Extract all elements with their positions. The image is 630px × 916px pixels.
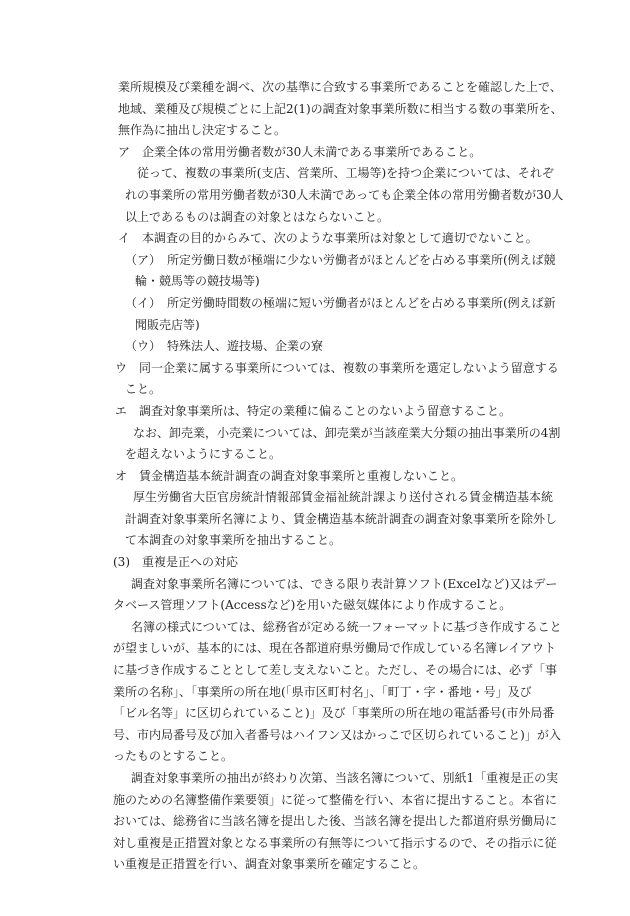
text-line: 施のための名簿整備作業要領」に従って整備を行い、本省に提出すること。本省に xyxy=(113,792,558,807)
text-line: れの事業所の常用労働者数が30人未満であっても企業全体の常用労働者数が30人 xyxy=(125,187,564,202)
text-line: ったものとすること。 xyxy=(113,749,234,764)
text-line: 号、市内局番号及び加入者番号はハイフン又はかっこで区切られていること)」が入 xyxy=(113,727,561,742)
text-line: こと。 xyxy=(125,382,162,397)
item-u-heading: ウ 同一企業に属する事業所については、複数の事業所を選定しないよう留意する xyxy=(115,360,559,375)
text-line: 輪・競馬等の競技場等) xyxy=(135,274,260,289)
item-a-heading: ア 企業全体の常用労働者数が30人未満である事業所であること。 xyxy=(118,144,482,159)
text-line: い重複是正措置を行い、調査対象事業所を確定すること。 xyxy=(113,857,426,872)
text-line: に基づき作成することとして差し支えないこと。ただし、その場合には、必ず「事 xyxy=(113,663,558,678)
text-line: おいては、総務省に当該名簿を提出した後、当該名簿を提出した都道府県労働局に xyxy=(113,814,558,829)
text-line: て本調査の対象事業所を抽出すること。 xyxy=(125,533,342,548)
text-line: を超えないようにすること。 xyxy=(125,447,282,462)
subitem-a: （ア） 所定労働日数が極端に少ない労働者がほとんどを占める事業所(例えば競 xyxy=(125,252,556,267)
text-line: 以上であるものは調査の対象とはならないこと。 xyxy=(125,209,390,224)
subitem-u: （ウ） 特殊法人、遊技場、企業の寮 xyxy=(125,339,324,354)
text-line: なお、卸売業，小売業については、卸売業が当該産業大分類の抽出事業所の4割 xyxy=(133,425,561,440)
text-line: 調査対象事業所名簿については、できる限り表計算ソフト(Excelなど)又はデー xyxy=(131,576,558,591)
document-page xyxy=(0,77,630,876)
text-line: 厚生労働省大臣官房統計情報部賃金福祉統計課より送付される賃金構造基本統 xyxy=(133,490,554,505)
text-line: 「ビル名等」に区切られていること)」及び「事業所の所在地の電話番号(市外局番 xyxy=(113,706,555,721)
text-line: 調査対象事業所の抽出が終わり次第、当該名簿について、別紙1「重複是正の実 xyxy=(131,771,559,785)
text-line: 無作為に抽出し決定すること。 xyxy=(118,123,287,138)
text-line: 地域、業種及び規模ごとに上記2(1)の調査対象事業所数に相当する数の事業所を、 xyxy=(118,101,563,116)
section-3-heading: (3) 重複是正への対応 xyxy=(113,555,238,570)
text-line: が望ましいが、基本的には、現在各都道府県労働局で作成している名簿レイアウト xyxy=(113,641,557,656)
subitem-i: （イ） 所定労働時間数の極端に短い労働者がほとんどを占める事業所(例えば新 xyxy=(125,295,556,310)
text-line: 従って、複数の事業所(支店、営業所、工場等)を持つ企業については、それぞ xyxy=(137,166,554,181)
text-line: タベース管理ソフト(Accessなど)を用いた磁気媒体により作成すること。 xyxy=(113,598,512,613)
text-line: 対し重複是正措置対象となる事業所の有無等について指示するので、その指示に従 xyxy=(113,835,557,850)
item-o-heading: オ 賃金構造基本統計調査の調査対象事業所と重複しないこと。 xyxy=(115,468,464,483)
text-line: 業所規模及び業種を調べ、次の基準に合致する事業所であることを確認した上で、 xyxy=(118,80,562,94)
item-e-heading: エ 調査対象事業所は、特定の業種に偏ることのないよう留意すること。 xyxy=(115,403,512,418)
item-i-heading: イ 本調査の目的からみて、次のような事業所は対象として適切でないこと。 xyxy=(118,231,538,246)
text-line: 計調査対象事業所名簿により、賃金構造基本統計調査の調査対象事業所を除外し xyxy=(125,511,558,526)
text-line: 聞販売店等) xyxy=(135,317,200,332)
text-line: 業所の名称」、「事業所の所在地(「県市区町村名」、「町丁・字・番地・号」及び xyxy=(113,684,532,699)
text-line: 名簿の様式については、総務省が定める統一フォーマットに基づき作成すること xyxy=(131,619,562,634)
